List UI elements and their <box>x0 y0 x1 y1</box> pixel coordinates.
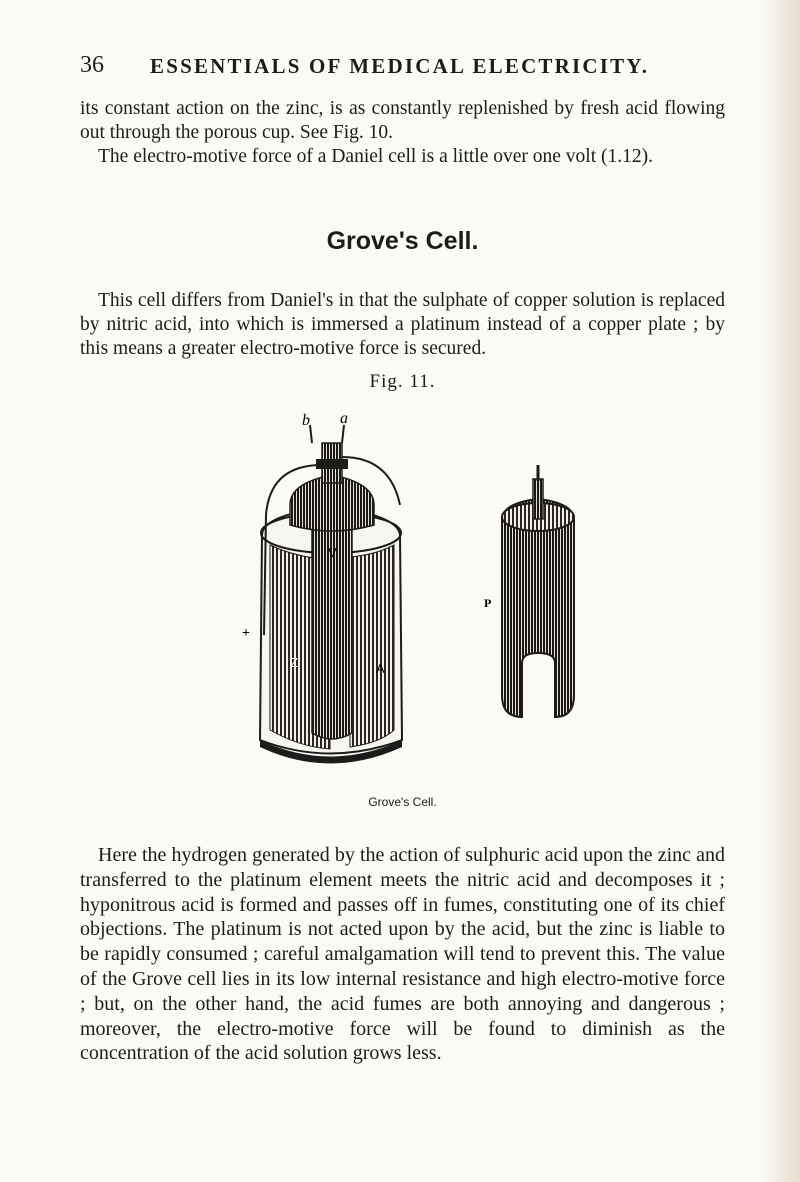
page-edge-shadow <box>760 0 800 1182</box>
label-z: Z <box>290 655 298 670</box>
figure-caption: Grove's Cell. <box>368 795 437 809</box>
running-header <box>80 52 720 82</box>
paragraph-grove-description: Here the hydrogen generated by the action of sulphuric acid upon the zinc and transferred to the platinum element meets the nitric acid and decomposes it ; hyponitrous acid is formed and passes off in fumes, constituting one of its chief objections. The platinum is not acted upon by the acid, but the zinc is liable to be rapidly consumed ; careful amalgamation will tend to prevent this. The value of the Grove cell lies in its low internal resistance and high electro-motive force ; but, on the other hand, the acid fumes are both annoying and dangerous ; moreover, the electro-motive force will be found to diminish as the concentration of the acid solution grows less. <box>80 844 725 1065</box>
page-number: 36 <box>80 52 104 78</box>
running-title: ESSENTIALS OF MEDICAL ELECTRICITY. <box>150 54 650 78</box>
section-heading: Grove's Cell. <box>326 227 479 255</box>
grove-cell-illustration <box>240 395 600 780</box>
label-v: V <box>328 545 337 560</box>
label-plus: + <box>242 626 250 641</box>
label-a: A <box>376 661 385 676</box>
figure-label: Fig. 11. <box>369 371 436 392</box>
paragraph-grove-intro: This cell differs from Daniel's in that the sulphate of copper solution is replaced by nitric acid, into which is immersed a platinum instead of a copper plate ; by this means a greater electro-motive force is secured. <box>80 290 725 359</box>
label-p: P <box>484 596 492 610</box>
paragraph-continuation <box>80 97 725 169</box>
paragraph-1-text-a: its constant action on the zinc, is as constantly replenished by fresh acid flowing out through the porous cup. See Fig. 10. <box>80 98 725 143</box>
label-b: b <box>302 412 310 429</box>
label-a-top: a <box>340 410 348 427</box>
assembled-cell-drawing <box>242 410 402 764</box>
porous-cup-drawing <box>484 465 574 717</box>
paragraph-1-text-b: The electro-motive force of a Daniel cell is a little over one volt (1.12). <box>98 146 653 167</box>
